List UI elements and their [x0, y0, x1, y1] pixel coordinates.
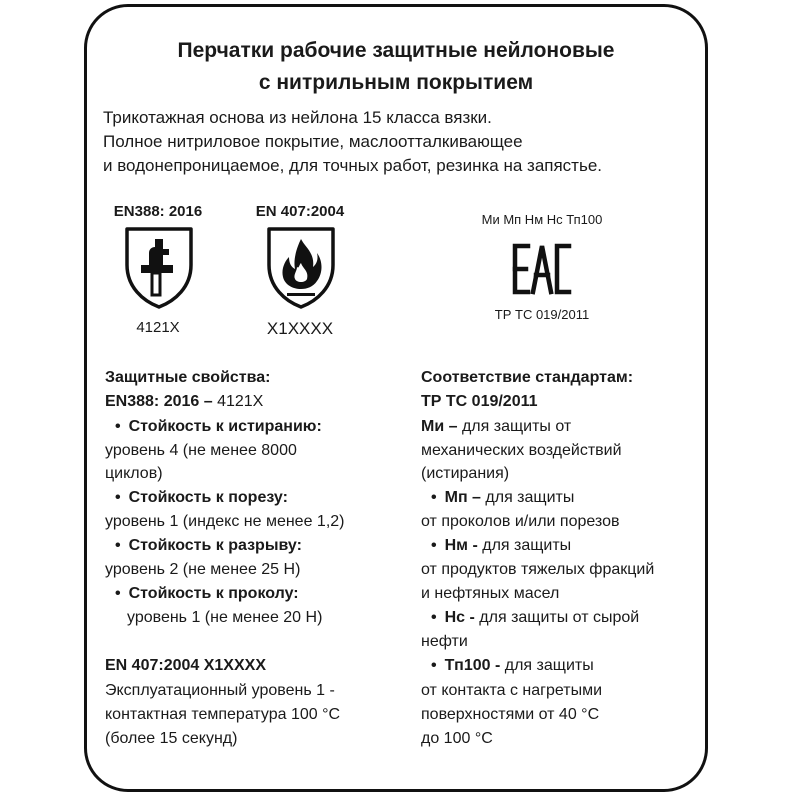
prop-puncture: • Стойкость к проколу:: [115, 585, 299, 602]
intro-line-1: Трикотажная основа из нейлона 15 класса вязки.: [103, 108, 492, 127]
en388-code: 4121X: [136, 319, 180, 336]
tp-line-4: до 100 °С: [421, 730, 493, 747]
prop-cut-line-1: уровень 1 (индекс не менее 1,2): [105, 513, 345, 530]
protective-heading: Защитные свойства:: [105, 369, 271, 386]
title-line-2: с нитрильным покрытием: [258, 71, 534, 94]
mi-line: Ми – для защиты от: [421, 418, 572, 435]
prop-tear-line-1: уровень 2 (не менее 25 Н): [105, 561, 301, 578]
mp-line: • Мп – для защиты: [431, 489, 575, 506]
mi-line-3: (истирания): [421, 465, 510, 482]
compliance-heading: Соответствие стандартам:: [421, 369, 634, 386]
prop-abrasion: • Стойкость к истиранию:: [115, 418, 322, 435]
nm-line-2: от продуктов тяжелых фракций: [421, 561, 655, 578]
prop-abrasion-line-1: уровень 4 (не менее 8000: [105, 442, 297, 459]
tp-line-2: от контакта с нагретыми: [421, 682, 602, 699]
en388-summary: EN388: 2016 – 4121X: [105, 393, 264, 410]
nm-line-3: и нефтяных масел: [421, 585, 560, 602]
flame-shield-icon: [263, 223, 339, 311]
eac-categories: Ми Мп Нм Нс Тп100: [481, 212, 603, 227]
tp-line: • Тп100 - для защиты: [431, 657, 594, 674]
en388-label: EN388: 2016: [113, 203, 203, 220]
en407-label: EN 407:2004: [255, 203, 345, 220]
en407-line-1: Эксплуатационный уровень 1 -: [105, 682, 335, 699]
en407-line-2: контактная температура 100 °С: [105, 706, 341, 723]
prop-tear: • Стойкость к разрыву:: [115, 537, 302, 554]
intro-line-2: Полное нитриловое покрытие, маслоотталкивающее: [103, 132, 523, 151]
mp-line-2: от проколов и/или порезов: [421, 513, 620, 530]
ns-line: • Нс - для защиты от сырой: [431, 609, 640, 626]
eac-regulation: ТР ТС 019/2011: [494, 307, 590, 322]
en407-line-3: (более 15 секунд): [105, 730, 238, 747]
hammer-shield-icon: [121, 223, 197, 311]
en407-code: X1XXXX: [266, 319, 334, 338]
intro-line-3: и водонепроницаемое, для точных работ, резинка на запястье.: [103, 156, 603, 175]
prop-abrasion-line-2: циклов): [105, 465, 163, 482]
prop-cut: • Стойкость к порезу:: [115, 489, 288, 506]
title-line-1: Перчатки рабочие защитные нейлоновые: [177, 39, 615, 62]
en407-heading: EN 407:2004 X1XXXX: [105, 657, 266, 674]
compliance-regulation: ТР ТС 019/2011: [421, 393, 538, 410]
nm-line: • Нм - для защиты: [431, 537, 572, 554]
prop-puncture-line-1: уровень 1 (не менее 20 Н): [127, 609, 323, 626]
eac-mark-icon: [512, 243, 572, 295]
tp-line-3: поверхностями от 40 °С: [421, 706, 600, 723]
ns-line-2: нефти: [421, 633, 468, 650]
mi-line-2: механических воздействий: [421, 442, 622, 459]
info-card: [84, 4, 708, 792]
